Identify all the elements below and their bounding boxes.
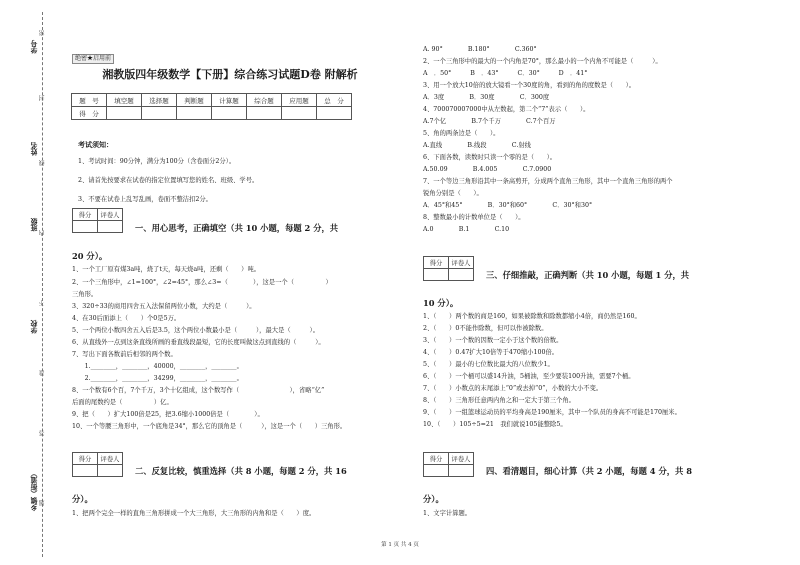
question-line: A. 90° B.180° C.360° (423, 46, 537, 53)
notice-title: 考试须知： (78, 140, 113, 149)
grader-box-1 (72, 208, 123, 233)
question-line: 1、把两个完全一样的直角三角形拼成一个大三角形，大三角形的内角和是（ ）度。 (72, 510, 316, 517)
grader-cell[interactable] (73, 221, 98, 233)
score-cell[interactable] (142, 107, 177, 120)
notice-item: 3、不要在试卷上乱写乱画，卷面不整洁扣2分。 (78, 196, 212, 203)
grader-name-label: 评卷人 (449, 453, 474, 465)
question-line: 4、在30后面添上（ ）个0是5万。 (72, 315, 181, 322)
side-label-class: 班级 (31, 218, 39, 232)
question-line: A.0 B.1 C.10 (423, 226, 510, 233)
question-line: 5、一个两位小数四舍五入后是3.5，这个两位小数最小是（ ），最大是（ ）。 (72, 327, 320, 334)
judge-line: 7、（ ）小数点的末尾添上“0”或去掉“0”，小数的大小不变。 (423, 385, 603, 392)
cut-char: 不 (39, 300, 46, 306)
grader-cell[interactable] (449, 465, 474, 477)
grader-score-label: 得分 (73, 453, 98, 465)
question-line: 8、一个数有6个百，7个千万，3个十亿组成，这个数写作（ ），省略“亿” (72, 387, 325, 394)
cut-char: 内 (39, 230, 46, 236)
cut-char: 题 (39, 500, 46, 506)
grader-score-label: 得分 (424, 453, 449, 465)
score-header: 计算题 (212, 94, 247, 107)
judge-line: 10、（ ）105÷5=21 我们就说105能整除5。 (423, 421, 567, 428)
question-line: A.7个亿 B.7个千万 C.7个百万 (423, 118, 556, 125)
question-line: 2、一个三角形中的最大的一个内角是70°，那么最小的一个内角不可能是（ ）。 (423, 58, 662, 65)
question-line: 2、一个三角形中，∠1=100°，∠2=45°，那么∠3=（ ），这是一个（ ） (72, 279, 332, 286)
question-line: 2.________，________，34299，________，________。 (72, 375, 243, 382)
question-line: 6、从直线外一点到这条直线所画的垂直线段最短，它的长度叫做这点到直线的（ ）。 (72, 339, 325, 346)
cut-char: 密 (39, 30, 46, 36)
judge-line: 4、（ ）0.47扩大10倍等于470缩小100倍。 (423, 349, 559, 356)
grader-cell[interactable] (424, 465, 449, 477)
notice-item: 1、考试时间：90分钟，满分为100分（含卷面分2分）。 (78, 158, 236, 165)
question-line: 3、用一个放大10倍的放大镜看一个30度的角，看到的角的度数是（ ）。 (423, 82, 636, 89)
grader-name-label: 评卷人 (98, 453, 123, 465)
grader-cell[interactable] (424, 269, 449, 281)
question-line: 1、文字计算题。 (423, 510, 472, 517)
score-cell[interactable] (282, 107, 317, 120)
side-label-student-id: 学号 (31, 40, 39, 54)
question-line: 锐角分别是（ ）。 (423, 190, 483, 197)
question-line: 8、整数最小的计数单位是（ ）。 (423, 214, 525, 221)
question-line: 5、角的两条边是（ ）。 (423, 130, 500, 137)
grader-cell[interactable] (449, 269, 474, 281)
page-footer: 第 1 页 共 4 页 (381, 542, 419, 548)
section-2-heading-cont: 分）。 (72, 494, 93, 504)
score-header: 应用题 (282, 94, 317, 107)
side-label-name: 姓名 (31, 142, 39, 156)
question-line: A.直线 B.线段 C.射线 (423, 142, 531, 149)
question-line: A ．50° B ．43° C．30° D ．41° (423, 70, 588, 77)
section-2-heading: 二、反复比较，慎重选择（共 8 小题，每题 2 分，共 16 (135, 466, 347, 476)
section-3-heading: 三、仔细推敲，正确判断（共 10 小题，每题 1 分，共 (486, 270, 690, 280)
notice-item: 2、请首先按要求在试卷的指定位置填写您的姓名、班级、学号。 (78, 177, 259, 184)
grader-box-2 (72, 452, 123, 477)
cut-char: 封 (39, 95, 46, 101)
question-line: 7、写出下面各数前后相邻的两个数。 (72, 351, 177, 358)
section-1-heading-cont: 20 分）。 (72, 251, 108, 261)
score-header: 题 号 (72, 94, 107, 107)
score-header: 填空题 (107, 94, 142, 107)
confidential-badge: 绝密★启用前 (72, 54, 114, 64)
grader-name-label: 评卷人 (98, 209, 123, 221)
question-line: 3、320÷33的商用四舍五入法保留两位小数，大约是（ ）。 (72, 303, 256, 310)
question-line: 7、一个等边三角形沿其中一条高剪开，分成两个直角三角形，其中一个直角三角形的两个 (423, 178, 673, 185)
grader-cell[interactable] (98, 465, 123, 477)
cut-char: 准 (39, 370, 46, 376)
question-line: 三角形。 (72, 291, 98, 298)
cut-char: 答 (39, 430, 46, 436)
question-line: 1.________，________，40000，________，________。 (72, 363, 243, 370)
question-line: 1、一个工厂原有煤3a吨，烧了t天，每天烧a吨，还剩（ ）吨。 (72, 266, 261, 273)
score-header: 选择题 (142, 94, 177, 107)
question-line: A.50.09 B.4.005 C.7.0900 (423, 166, 552, 173)
score-header: 判断题 (177, 94, 212, 107)
section-3-heading-cont: 10 分）。 (423, 298, 459, 308)
section-1-heading: 一、用心思考，正确填空（共 10 小题，每题 2 分，共 (135, 223, 339, 233)
question-line: 6、下面各数，读数时只读一个零的是（ ）。 (423, 154, 557, 161)
judge-line: 1、（ ）两个数的商是160，如果被除数和除数都缩小4倍，商仍然是160。 (423, 313, 641, 320)
score-row-label: 得 分 (72, 107, 107, 120)
grader-cell[interactable] (73, 465, 98, 477)
score-header: 综合题 (247, 94, 282, 107)
grader-cell[interactable] (98, 221, 123, 233)
question-line: A．3度 B．30度 C．300度 (423, 94, 550, 101)
side-label-town: 乡镇（街道） (31, 470, 39, 511)
score-header: 总 分 (317, 94, 352, 107)
grader-box-3 (423, 256, 474, 281)
question-line: 后面的尾数约是（ ）亿。 (72, 399, 173, 406)
score-cell[interactable] (177, 107, 212, 120)
score-cell[interactable] (212, 107, 247, 120)
question-line: A．45°和45° B．30°和60° C．30°和30° (423, 202, 593, 209)
exam-title: 湘教版四年级数学【下册】综合练习试题D卷 附解析 (102, 68, 358, 81)
binding-line (42, 12, 43, 557)
grader-score-label: 得分 (424, 257, 449, 269)
judge-line: 5、（ ）最小的七位数比最大的八位数少1。 (423, 361, 554, 368)
judge-line: 6、（ ）一个桶可以盛14升油，5桶油，至少要装100升油，需要7个桶。 (423, 373, 635, 380)
question-line: 10、一个等腰三角形中，一个底角是34°，那么它的顶角是（ ），这是一个（ ）三角形。 (72, 423, 347, 430)
score-cell[interactable] (317, 107, 352, 120)
cut-char: 线 (39, 160, 46, 166)
score-cell[interactable] (107, 107, 142, 120)
section-4-heading-cont: 分）。 (423, 494, 444, 504)
section-4-heading: 四、看清题目，细心计算（共 2 小题，每题 4 分，共 8 (486, 466, 692, 476)
grader-name-label: 评卷人 (449, 257, 474, 269)
grader-box-4 (423, 452, 474, 477)
question-line: 4、700070007000中从左数起，第二个“7”表示（ ）。 (423, 106, 590, 113)
grader-score-label: 得分 (73, 209, 98, 221)
score-table (71, 93, 352, 120)
judge-line: 9、（ ）一组篮球运动员的平均身高是190厘米，其中一个队员的身高不可能是170厘米。 (423, 409, 681, 416)
side-label-school: 学校 (31, 320, 39, 334)
score-cell[interactable] (247, 107, 282, 120)
judge-line: 2、（ ）0不能作除数，但可以作被除数。 (423, 325, 548, 332)
question-line: 9、把（ ）扩大100倍是25，把3.6缩小1000倍是（ ）。 (72, 411, 264, 418)
judge-line: 8、（ ）三角形任意两内角之和一定大于第三个角。 (423, 397, 575, 404)
judge-line: 3、（ ）一个数的因数一定小于这个数的倍数。 (423, 337, 563, 344)
